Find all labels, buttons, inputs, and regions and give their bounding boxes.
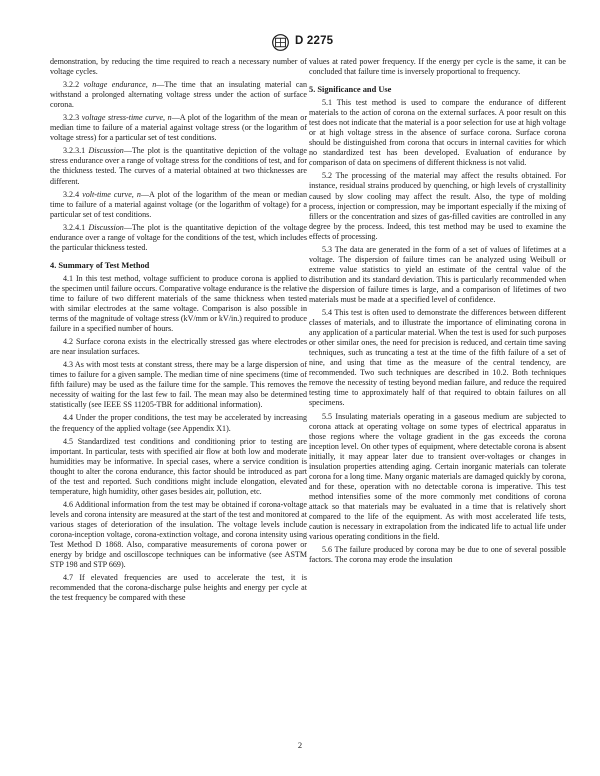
discussion-3-2-4-1: 3.2.4.1 Discussion—The plot is the quantitative depiction of the voltage endurance over a range of voltage for the conditions of the test, which includes the particular thickness tested. [50,222,307,252]
paragraph-5-2: 5.2 The processing of the material may affect the results obtained. For instance, residual strains produced by quenching, or high levels of crystallinity caused by slow cooling may affect the result. Also, the type of molding process, injection or compression, may be important especially if the mixing of fillers or the concentration and sizes of gas-filled cavities are controlled in any degree by the process. Indeed, this test method may be used to examine the effects of processing. [309,171,566,241]
paragraph-5-4: 5.4 This test is often used to demonstrate the differences between different classes of materials, and to illustrate the importance of eliminating corona in any application of a particular material. When the test is used for such purposes or other similar ones, the need for precision is reduced, and certain time saving techniques, such as truncating a test at the time of the fifth failure of a set of nine, and using that time as the measure of the central tendency, are recommended. Two such techniques are described in 10.2. Both techniques remove the necessity of testing beyond median failure, and reduce the required testing time to approximately half of that required to obtain failures on all specimens. [309,308,566,408]
paragraph-4-2: 4.2 Surface corona exists in the electrically stressed gas where electrodes are near insulation surfaces. [50,337,307,357]
paragraph-4-5: 4.5 Standardized test conditions and conditioning prior to testing are important. In particular, tests with specified air flow at both low and moderate humidities may be informative. In special cases, where a service condition is thought to alter the corona endurance, this factor should be introduced as part of the test and reported. Such conditions might include elongation, elevated temperature, high humidity, other gases besides air, pollution, etc. [50,436,307,496]
definition-3-2-3: 3.2.3 voltage stress-time curve, n—A plot of the logarithm of the mean or median time to failure of a material against voltage stress (or the logarithm of voltage stress) for a particular set of test conditions. [50,113,307,143]
paragraph-5-1: 5.1 This test method is used to compare the endurance of different materials to the action of corona on the external surfaces. A poor result on this test does not indicate that the material is a poor selection for use at high voltage or at high voltage stress in the absence of surface corona. Surface corona should be distinguished from corona that occurs in internal cavities for which no standardized test has been developed. Evaluation of endurance by comparison of data on specimens of different thickness is not valid. [309,98,566,168]
paragraph-4-1: 4.1 In this test method, voltage sufficient to produce corona is applied to the specimen until failure occurs. Comparative voltage endurance is the relative time to failure of two different materials of the same thickness when tested with similar electrodes at the same voltage. Comparison is also possible in terms of the magnitude of voltage stress (kV/mm or kV/in.) required to produce failure in a specified number of hours. [50,273,307,334]
section-5-heading: 5. Significance and Use [309,85,392,95]
section-4-heading: 4. Summary of Test Method [50,260,150,270]
paragraph-4-3: 4.3 As with most tests at constant stress, there may be a large dispersion of times to failure for a given sample. The median time of nine specimens (time of fifth failure) may be used as the failure time for the sample. This removes the necessity of waiting for the last few to fail. The mean may also be determined statistically (see IEEE SS 11205-TBR for additional information). [50,360,307,410]
page-number: 2 [297,740,303,750]
definition-3-2-2: 3.2.2 voltage endurance, n—The time that an insulating material can withstand a prolonged alternating voltage stress under the action of surface corona. [50,80,307,110]
astm-logo-icon [272,34,289,51]
paragraph-5-5: 5.5 Insulating materials operating in a gaseous medium are subjected to corona attack at operating voltage on some types of electrical apparatus in those regions where the voltage gradient in the gas exceeds the corona inception level. On other types of equipment, where detectable corona is absent initially, it may appear later due to transient over-voltages or changes in insulation properties attending aging. Certain inorganic materials can tolerate corona for a long time. Many organic materials are damaged quickly by corona, and for these, operation with no detectable corona is imperative. This test method intensifies some of the more commonly met conditions of corona attack so that materials may be evaluated in a time that is relatively short compared to the life of the equipment. As with most accelerated life tests, caution is necessary in extrapolation from the indicated life to actual life under various operating conditions in the field. [309,411,566,542]
definition-3-2-4: 3.2.4 volt-time curve, n—A plot of the logarithm of the mean or median time to failure of a material against voltage (or the logarithm of voltage) for a particular set of test conditions. [50,189,307,219]
left-column [50,57,307,603]
discussion-3-2-3-1: 3.2.3.1 Discussion—The plot is the quantitative depiction of the voltage stress endurance over a range of voltage stress for the conditions of test, and for the thickness tested. The curves of a material obtained at two thicknesses are different. [50,146,307,186]
page-header [0,34,600,54]
paragraph-4-6: 4.6 Additional information from the test may be obtained if corona-voltage levels and corona intensity are measured at the start of the test and monitored at various stages of deterioration of the insulation. The voltage levels include corona-inception voltage, corona-extinction voltage, and corona intensity using Test Method D 1868. Also, comparative measurements of corona power or energy by bridge and oscilloscope techniques can be informative (see ASTM STP 198 and STP 669). [50,499,307,570]
paragraph-continuation: demonstration, by reducing the time required to reach a necessary number of voltage cycles. [50,57,307,77]
paragraph-4-4: 4.4 Under the proper conditions, the test may be accelerated by increasing the frequency of the applied voltage (see Appendix X1). [50,413,307,433]
paragraph-5-6: 5.6 The failure produced by corona may be due to one of several possible factors. The corona may erode the insulation [309,545,566,565]
paragraph-continuation: values at rated power frequency. If the energy per cycle is the same, it can be concluded that failure time is inversely proportional to frequency. [309,57,566,77]
right-column [309,57,566,565]
paragraph-4-7: 4.7 If elevated frequencies are used to accelerate the test, it is recommended that the corona-discharge pulse heights and energy per cycle at the test frequency be compared with these [50,573,307,603]
paragraph-5-3: 5.3 The data are generated in the form of a set of values of lifetimes at a voltage. The dispersion of failure times can be analyzed using Weibull or extreme value statistics to yield an estimate of the central value of the distribution and its standard deviation. This is particularly recommended when the dispersion of failure times is large, and a comparison of lifetimes of two materials must be made at a specified level of confidence. [309,244,566,304]
document-designation: D 2275 [295,35,334,47]
